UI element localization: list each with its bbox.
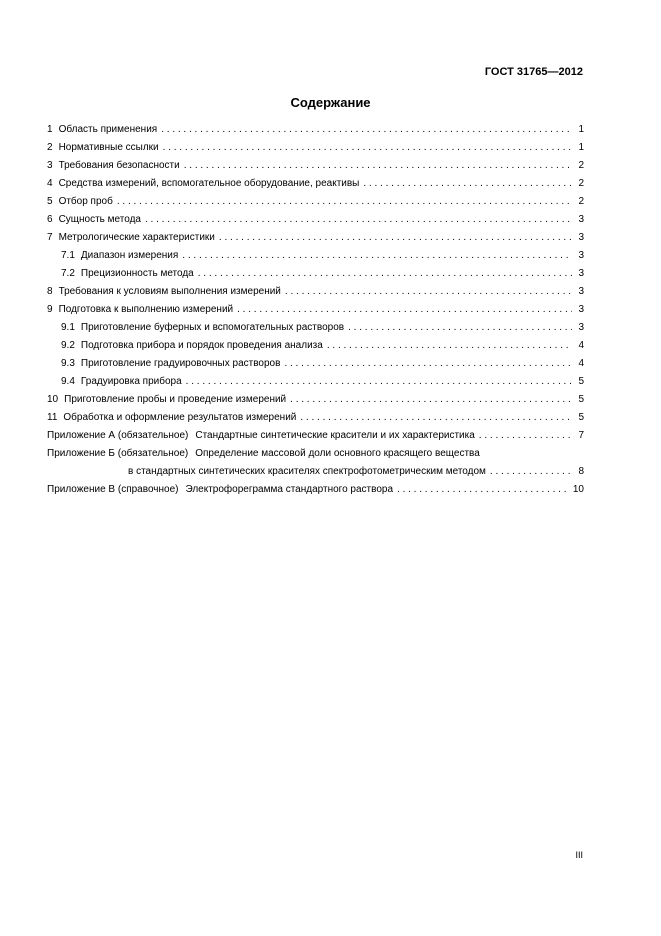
toc-item-page: 3	[578, 250, 584, 261]
toc-appendix-v[interactable]	[47, 481, 584, 499]
toc-item-page: 3	[578, 304, 584, 315]
dot-leader	[397, 481, 569, 499]
toc-item-page: 3	[578, 232, 584, 243]
toc-item-page: 4	[578, 340, 584, 351]
dot-leader	[363, 175, 572, 193]
dot-leader	[490, 463, 572, 481]
toc-item-page: 1	[578, 142, 584, 153]
toc-subitem[interactable]	[47, 373, 584, 391]
dot-leader	[184, 157, 572, 175]
toc-item[interactable]	[47, 409, 584, 427]
toc-item[interactable]	[47, 175, 584, 193]
page-title: Содержание	[290, 95, 371, 110]
toc-item-label: Приготовление градуировочных растворов	[80, 358, 281, 369]
toc-item-label: Требования безопасности	[58, 160, 180, 171]
toc-item-page: 3	[578, 268, 584, 279]
toc-item-label: Сущность метода	[58, 214, 141, 225]
toc-item-number: 7.1	[61, 250, 75, 261]
toc-item-number: 9	[47, 304, 53, 315]
dot-leader	[198, 265, 572, 283]
toc-item-page: 5	[578, 412, 584, 423]
toc-item-number: 10	[47, 394, 59, 405]
toc-item-page: 2	[578, 196, 584, 207]
toc-item[interactable]	[47, 193, 584, 211]
toc-item-page: 4	[578, 358, 584, 369]
dot-leader	[300, 409, 572, 427]
toc-item-page: 1	[578, 124, 584, 135]
toc-item-number: 9.4	[61, 376, 75, 387]
toc-item-number: 5	[47, 196, 53, 207]
toc-subitem[interactable]	[47, 319, 584, 337]
dot-leader	[145, 211, 572, 229]
toc-item-number: 4	[47, 178, 53, 189]
appendix-label: Определение массовой доли основного красящего вещества	[195, 448, 480, 459]
toc-item-page: 2	[578, 178, 584, 189]
toc-item-page: 5	[578, 376, 584, 387]
appendix-prefix: Приложение Б (обязательное)	[47, 448, 189, 459]
toc-item[interactable]	[47, 211, 584, 229]
toc-item-page: 3	[578, 286, 584, 297]
toc-item-label: Область применения	[58, 124, 158, 135]
toc-item[interactable]	[47, 157, 584, 175]
toc-item-number: 9.3	[61, 358, 75, 369]
dot-leader	[219, 229, 572, 247]
toc-subitem[interactable]	[47, 337, 584, 355]
toc-item-label: Подготовка прибора и порядок проведения анализа	[80, 340, 323, 351]
toc-item-page: 7	[578, 430, 584, 441]
toc-item-label: Нормативные ссылки	[58, 142, 159, 153]
table-of-contents	[47, 121, 584, 499]
dot-leader	[284, 355, 572, 373]
toc-item-label: Обработка и оформление результатов измерений	[63, 412, 297, 423]
toc-item-label: Требования к условиям выполнения измерений	[58, 286, 281, 297]
toc-item-number: 9.2	[61, 340, 75, 351]
toc-item[interactable]	[47, 121, 584, 139]
appendix-prefix: Приложение В (справочное)	[47, 484, 179, 495]
toc-item-label: Градуировка прибора	[80, 376, 182, 387]
dot-leader	[290, 391, 572, 409]
toc-item-label: Приготовление пробы и проведение измерений	[64, 394, 287, 405]
toc-appendix-b[interactable]	[47, 445, 584, 481]
toc-item-label: Диапазон измерения	[80, 250, 179, 261]
toc-item-page: 10	[572, 484, 584, 495]
toc-item-label: Прецизионность метода	[80, 268, 194, 279]
toc-item-number: 1	[47, 124, 53, 135]
toc-subitem[interactable]	[47, 247, 584, 265]
toc-item-label: Средства измерений, вспомогательное оборудование, реактивы	[58, 178, 360, 189]
toc-item[interactable]	[47, 229, 584, 247]
toc-item-number: 8	[47, 286, 53, 297]
toc-appendix-a[interactable]	[47, 427, 584, 445]
toc-item-number: 6	[47, 214, 53, 225]
toc-item-page: 3	[578, 214, 584, 225]
toc-item-page: 2	[578, 160, 584, 171]
toc-item[interactable]	[47, 391, 584, 409]
toc-item-number: 7	[47, 232, 53, 243]
dot-leader	[117, 193, 572, 211]
dot-leader	[327, 337, 572, 355]
page-number: III	[575, 850, 583, 860]
toc-item[interactable]	[47, 283, 584, 301]
dot-leader	[182, 247, 572, 265]
dot-leader	[237, 301, 572, 319]
dot-leader	[479, 427, 572, 445]
appendix-label-continued: в стандартных синтетических красителях спектрофотометрическим методом	[128, 466, 486, 477]
dot-leader	[163, 139, 572, 157]
appendix-prefix: Приложение А (обязательное)	[47, 430, 189, 441]
appendix-label: Стандартные синтетические красители и их характеристика	[195, 430, 475, 441]
toc-subitem[interactable]	[47, 355, 584, 373]
toc-item-page: 3	[578, 322, 584, 333]
dot-leader	[186, 373, 572, 391]
toc-item-page: 8	[578, 466, 584, 477]
dot-leader	[348, 319, 572, 337]
toc-item-number: 3	[47, 160, 53, 171]
toc-item-label: Приготовление буферных и вспомогательных растворов	[80, 322, 345, 333]
appendix-label: Электрофореграмма стандартного раствора	[185, 484, 394, 495]
toc-item-label: Отбор проб	[58, 196, 113, 207]
toc-subitem[interactable]	[47, 265, 584, 283]
toc-item-number: 11	[47, 412, 58, 423]
toc-item-number: 7.2	[61, 268, 75, 279]
toc-item[interactable]	[47, 301, 584, 319]
dot-leader	[161, 121, 572, 139]
toc-item-page: 5	[578, 394, 584, 405]
toc-item-number: 2	[47, 142, 53, 153]
standard-code: ГОСТ 31765—2012	[484, 66, 583, 78]
toc-item[interactable]	[47, 139, 584, 157]
dot-leader	[285, 283, 572, 301]
toc-item-number: 9.1	[61, 322, 75, 333]
toc-item-label: Подготовка к выполнению измерений	[58, 304, 234, 315]
toc-item-label: Метрологические характеристики	[58, 232, 215, 243]
